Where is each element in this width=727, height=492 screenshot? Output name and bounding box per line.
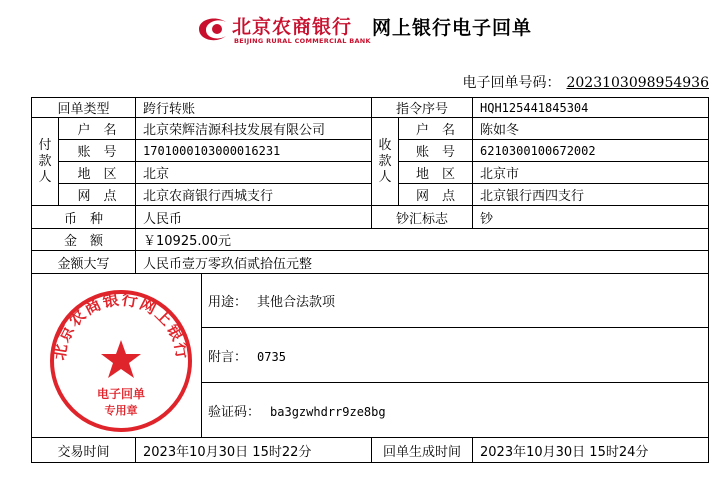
svg-text:北京农商银行网上银行: 北京农商银行网上银行 [49, 289, 193, 362]
note-cell [201, 327, 709, 383]
amount-words-value: 人民币壹万零玖佰贰拾伍元整 [135, 250, 709, 274]
trade-time-value: 2023年10月30日 15时22分 [135, 437, 372, 463]
payee-branch: 北京银行西四支行 [472, 183, 709, 206]
type-label: 回单类型 [31, 97, 136, 118]
payee-name: 陈如冬 [472, 117, 709, 140]
receipt-number-value: 2023103098954936 [566, 75, 709, 91]
code-line [208, 401, 386, 420]
code-label: 验证码： [208, 404, 261, 420]
payer-group-label [31, 117, 59, 206]
payee-group-label [371, 117, 399, 206]
generated-time-value: 2023年10月30日 15时24分 [472, 437, 709, 463]
purpose-cell [201, 273, 709, 328]
note-label: 附言： [208, 349, 248, 365]
note-line [208, 346, 286, 365]
amount-value: ￥10925.00元 [135, 228, 709, 251]
payee-group-char: 款 [378, 153, 392, 169]
payer-region: 北京 [135, 161, 372, 184]
payee-group-char: 人 [378, 169, 392, 185]
order-label: 指令序号 [371, 97, 473, 118]
currency-label: 币 种 [31, 205, 136, 229]
payee-name-label: 户 名 [398, 117, 473, 140]
payee-branch-label: 网 点 [398, 183, 473, 206]
type-value: 跨行转账 [135, 97, 372, 118]
purpose-label: 用途： [208, 295, 248, 310]
payer-group-char: 款 [38, 153, 52, 169]
bank-logo-icon [196, 14, 230, 44]
svg-text:专用章: 专用章 [104, 404, 138, 417]
payer-group-char: 付 [38, 137, 52, 153]
payer-group-char: 人 [38, 169, 52, 185]
payee-group-char: 收 [378, 137, 392, 153]
svg-text:电子回单: 电子回单 [96, 387, 146, 401]
payer-branch: 北京农商银行西城支行 [135, 183, 372, 206]
receipt-number-label: 电子回单号码： [462, 75, 561, 91]
receipt-header [196, 12, 556, 48]
payer-branch-label: 网 点 [58, 183, 136, 206]
cash-flag-label: 钞汇标志 [371, 205, 473, 229]
payee-region-label: 地 区 [398, 161, 473, 184]
bank-name-en: BEIJING RURAL COMMERCIAL BANK [234, 37, 371, 45]
seal-area [31, 273, 202, 438]
payer-account: 1701000103000016231 [135, 139, 372, 162]
bank-name-cn: 北京农商银行 [232, 16, 353, 38]
payer-account-label: 账 号 [58, 139, 136, 162]
cash-flag-value: 钞 [472, 205, 709, 229]
order-value: HQH125441845304 [472, 97, 709, 118]
amount-label: 金 额 [31, 228, 136, 251]
receipt-table [31, 97, 709, 463]
generated-time-label: 回单生成时间 [371, 437, 473, 463]
amount-words-label: 金额大写 [31, 250, 136, 274]
purpose-line [208, 291, 335, 310]
code-cell [201, 382, 709, 438]
payer-name-label: 户 名 [58, 117, 136, 140]
payer-region-label: 地 区 [58, 161, 136, 184]
payee-account-label: 账 号 [398, 139, 473, 162]
payee-account: 6210300100672002 [472, 139, 709, 162]
official-seal-icon [48, 288, 194, 434]
payer-name: 北京荣辉洁源科技发展有限公司 [135, 117, 372, 140]
currency-value: 人民币 [135, 205, 372, 229]
purpose-value: 其他合法款项 [257, 295, 336, 310]
document-title: 网上银行电子回单 [372, 17, 533, 39]
note-value: 0735 [257, 349, 286, 364]
receipt-number-line [462, 72, 709, 92]
trade-time-label: 交易时间 [31, 437, 136, 463]
code-value: ba3gzwhdrr9ze8bg [270, 404, 386, 419]
payee-region: 北京市 [472, 161, 709, 184]
